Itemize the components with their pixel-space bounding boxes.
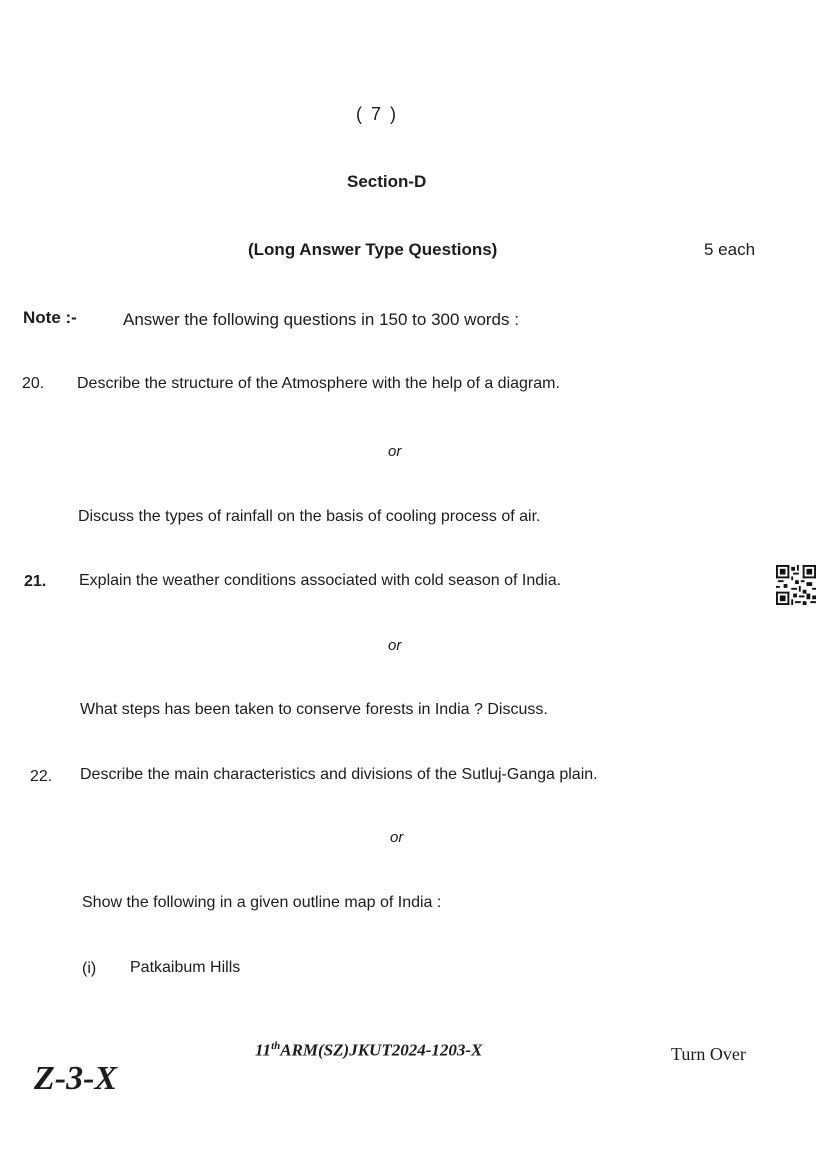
note-text: Answer the following questions in 150 to 300 words : — [123, 310, 519, 329]
question-number: 20. — [22, 375, 45, 392]
question-alternative: What steps has been taken to conserve forests in India ? Discuss. — [80, 701, 548, 718]
footer-code-sup: th — [271, 1040, 281, 1052]
question-text: Describe the main characteristics and divisions of the Sutluj-Ganga plain. — [80, 766, 598, 783]
page-number: ( 7 ) — [356, 104, 399, 124]
or-separator: or — [390, 829, 404, 846]
section-subtitle: (Long Answer Type Questions) — [248, 240, 498, 259]
question-text: Explain the weather conditions associated with cold season of India. — [79, 572, 562, 589]
question-number: 21. — [24, 573, 47, 590]
paper-code: Z-3-X — [34, 1060, 118, 1097]
qr-code-icon — [776, 565, 816, 605]
question-text: Describe the structure of the Atmosphere with the help of a diagram. — [77, 375, 560, 392]
question-number: 22. — [30, 768, 53, 785]
footer-exam-code — [255, 1040, 482, 1061]
or-separator: or — [388, 637, 402, 654]
or-separator: or — [388, 443, 402, 460]
question-alternative: Show the following in a given outline map of India : — [82, 894, 442, 911]
footer-code-rest: ARM(SZ)JKUT2024-1203-X — [280, 1040, 483, 1060]
marks-per-question: 5 each — [704, 240, 756, 259]
section-title: Section-D — [347, 172, 427, 191]
question-alternative: Discuss the types of rainfall on the basis of cooling process of air. — [78, 508, 541, 525]
footer-code-prefix: 11 — [255, 1040, 272, 1060]
turn-over-label: Turn Over — [671, 1044, 746, 1064]
sub-item-text: Patkaibum Hills — [130, 959, 241, 976]
sub-item-label: (i) — [82, 960, 97, 977]
note-label: Note :- — [23, 308, 77, 327]
